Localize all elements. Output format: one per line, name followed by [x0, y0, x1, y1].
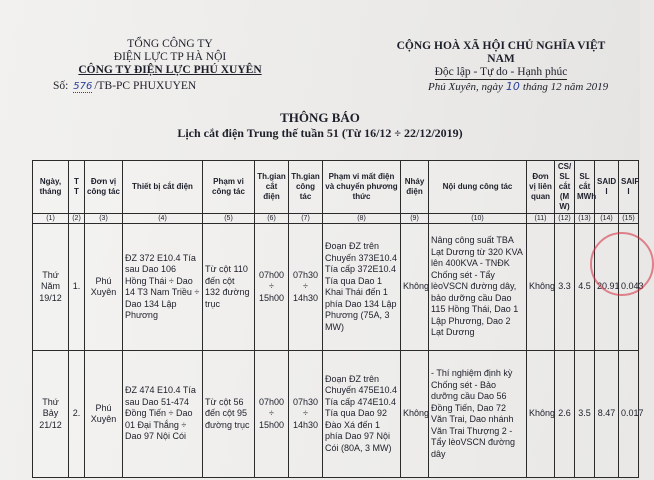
- cell-related: Không: [527, 224, 555, 351]
- col-header: Th.gian công tác: [289, 161, 323, 214]
- cell-unit: Phú Xuyên: [85, 351, 123, 478]
- cell-device: ĐZ 372 E10.4 Tía sau Dao 106 Hồng Thái ÷ Dao 14 T3 Nam Triều ÷ Dao 134 Lập Phương: [123, 224, 203, 351]
- outage-schedule-table: [32, 160, 644, 478]
- place-date: [428, 80, 608, 93]
- col-header: Phạm vi công tác: [203, 161, 255, 214]
- cell-tt: 2.: [69, 351, 85, 478]
- cell-cs: 3.3: [555, 224, 575, 351]
- cell-outage-scope: Đoạn ĐZ trên Chuyến 475E10.4 Tía cấp 474E10.4 Tía qua Dao 92 Đào Xá đến 1 phía Dao 97 Nội Cói (80A, 3 MW): [323, 351, 401, 478]
- red-stamp-seal: [590, 232, 654, 296]
- cell-device: ĐZ 474 E10.4 Tía sau Dao 51-474 Đồng Tiến ÷ Dao 01 Đại Thắng ÷ Dao 97 Nội Cói: [123, 351, 203, 478]
- col-number: (2): [69, 214, 85, 224]
- cell-sl: 4.5: [575, 224, 595, 351]
- doc-no-prefix: Số:: [53, 80, 69, 92]
- cell-saifi: 0.017: [619, 351, 639, 478]
- cell-content: - Thí nghiệm định kỳ Chống sét - Bảo dưỡng cầu Dao 56 Đồng Tiến, Dao 72 Văn Trai, Dao nhánh Văn Trai Thượng 2 - Tẩy lèoVSCN đường dây: [429, 351, 527, 478]
- cell-cut-time: 07h00 ÷ 15h00: [255, 351, 289, 478]
- cell-saidi: 20.91: [595, 224, 619, 351]
- cell-cs: 2.6: [555, 351, 575, 478]
- col-header: SL cắt MWh: [575, 161, 595, 214]
- cell-tt: 1.: [69, 224, 85, 351]
- cell-outage-scope: Đoạn ĐZ trên Chuyến 373E10.4 Tía cấp 372E10.4 Tía qua Dao 1 Khai Thái đến 1 phía Dao 134 Lập Phương (75A, 3 MW): [323, 224, 401, 351]
- col-number: (12): [555, 214, 575, 224]
- col-header: Ngày, tháng: [33, 161, 69, 214]
- country-name: CỘNG HOÀ XÃ HỘI CHỦ NGHĨA VIỆT NAM: [396, 40, 606, 65]
- document-subtitle: Lịch cắt điện Trung thế tuần 51 (Từ 16/12 ÷ 22/12/2019): [177, 126, 463, 140]
- col-header: Nội dung công tác: [429, 161, 527, 214]
- col-header: Đơn vị liên quan: [527, 161, 555, 214]
- cell-related: Không: [527, 351, 555, 478]
- col-header: T T: [69, 161, 85, 214]
- document-number: [53, 80, 196, 92]
- doc-no-suffix: /TB-PC PHUXUYEN: [94, 80, 197, 92]
- cell-sl: 3.5: [575, 351, 595, 478]
- cell-cut-time: 07h00 ÷ 15h00: [255, 224, 289, 351]
- col-number: (13): [575, 214, 595, 224]
- col-header: CS/ SL cắt (M W): [555, 161, 575, 214]
- col-number: (14): [595, 214, 619, 224]
- cell-date: Thứ Năm 19/12: [33, 224, 69, 351]
- issuer-header: [60, 38, 280, 77]
- cell-work-time: 07h30 ÷ 14h30: [289, 224, 323, 351]
- document-title: THÔNG BÁO: [280, 110, 360, 125]
- cell-unit: Phú Xuyên: [85, 224, 123, 351]
- org-line-1: TỔNG CÔNG TY: [127, 38, 213, 50]
- cell-scope: Từ cột 110 đến cột 132 đường trục: [203, 224, 255, 351]
- col-header: Th.gian cắt điện: [255, 161, 289, 214]
- col-number: (15): [619, 214, 639, 224]
- org-line-2: ĐIỆN LỰC TP HÀ NỘI: [113, 51, 227, 63]
- column-number-row: [33, 214, 639, 224]
- col-number: (8): [323, 214, 401, 224]
- col-number: (4): [123, 214, 203, 224]
- cell-flicker: Không: [401, 351, 429, 478]
- header-row: [33, 161, 639, 214]
- col-header: Đơn vị công tác: [85, 161, 123, 214]
- col-header: SAID I: [595, 161, 619, 214]
- col-number: (5): [203, 214, 255, 224]
- col-number: (3): [85, 214, 123, 224]
- col-number: (6): [255, 214, 289, 224]
- col-header: SAIF I: [619, 161, 639, 214]
- cell-work-time: 07h30 ÷ 14h30: [289, 351, 323, 478]
- col-header: Thiết bị cắt điện: [123, 161, 203, 214]
- table-row: [33, 224, 639, 351]
- cell-flicker: Không: [401, 224, 429, 351]
- col-number: (7): [289, 214, 323, 224]
- date-suffix: tháng 12 năm 2019: [522, 81, 609, 93]
- cell-scope: Từ cột 56 đến cột 95 đường trục: [203, 351, 255, 478]
- cell-saifi: 0.043: [619, 224, 639, 351]
- col-number: (1): [33, 214, 69, 224]
- col-header: Phạm vi mất điện và chuyển phương thức: [323, 161, 401, 214]
- org-line-3: CÔNG TY ĐIỆN LỰC PHÚ XUYÊN: [78, 64, 262, 76]
- col-number: (9): [401, 214, 429, 224]
- doc-no-handwritten: 576: [73, 81, 93, 92]
- cell-date: Thứ Bảy 21/12: [33, 351, 69, 478]
- date-day-handwritten: 10: [505, 80, 520, 93]
- national-motto: Độc lập - Tự do - Hạnh phúc: [434, 66, 568, 78]
- date-prefix: Phú Xuyên, ngày: [428, 81, 503, 93]
- table-row: [33, 351, 639, 478]
- cell-content: Nâng công suất TBA Lạt Dương từ 320 KVA lên 400KVA - TNĐK Chống sét - Tẩy lèoVSCN đường dây, bảo dưỡng cầu Dao 115 Hồng Thái, Dao 1 Lập Phương, Dao 2 Lạt Dương: [429, 224, 527, 351]
- cell-saidi: 8.47: [595, 351, 619, 478]
- col-number: (11): [527, 214, 555, 224]
- col-number: (10): [429, 214, 527, 224]
- national-header: [388, 40, 614, 80]
- col-header: Nháy điện: [401, 161, 429, 214]
